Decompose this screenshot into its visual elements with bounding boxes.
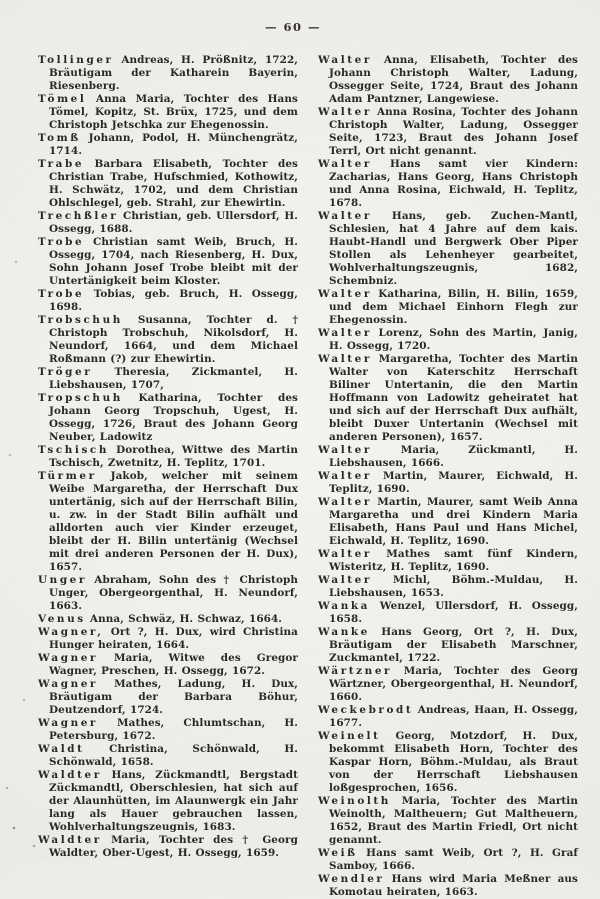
entry-surname: Wagner xyxy=(38,717,99,729)
register-entry xyxy=(318,54,578,106)
entry-surname: Wagner, xyxy=(38,626,104,638)
entry-text: Jakob, welcher mit seinem Weibe Margaretha, der Herrschaft Dux untertänig, sich auf der Herrschaft Bilin, u. zw. in der Stadt Bilin aufhält und alldorten auch vier Kinder erzeuget, bleibt der H. Bilin untertänig (Wechsel mit drei anderen Personen der H. Dux), 1657. xyxy=(49,470,299,573)
right-column xyxy=(318,54,578,899)
entry-text: Mathes samt fünf Kindern, Wisteritz, H. Teplitz, 1690. xyxy=(329,548,579,573)
page-number: — 60 — xyxy=(264,20,321,34)
entry-text: Christian, geb. Ullersdorf, H. Ossegg, 1688. xyxy=(49,210,299,235)
register-entry xyxy=(318,288,578,327)
entry-surname: Wanke xyxy=(318,626,370,638)
register-entry xyxy=(318,847,578,873)
register-entry xyxy=(318,106,578,158)
entry-text: Hans, geb. Zuchen-Mantl, Schlesien, hat 4 Jahre auf dem kais. Haubt-Handl und Bergwerk Ober Piper Stollen als Lehenheyer gearbeitet, Wohlverhaltungszeugnis, 1682, Schembniz. xyxy=(329,210,579,287)
entry-text: Katharina, Bilin, H. Bilin, 1659, und dem Michael Einhorn Flegh zur Ehegenossin. xyxy=(329,288,579,326)
entry-text: Dorothea, Wittwe des Martin Tschisch, Zwetnitz, H. Teplitz, 1701. xyxy=(49,444,298,469)
register-entry xyxy=(318,795,578,847)
register-entry xyxy=(38,93,298,132)
entry-text: Margaretha, Tochter des Martin Walter von Katerschitz Herrschaft Biliner Untertanin, die den Martin Hoffmann von Ladowitz geheiratet hat und sich auf der Herrschaft Dux aufhält, bleibt Duxer Untertanin (Wechsel mit anderen Personen), 1657. xyxy=(329,353,579,443)
register-entry xyxy=(38,444,298,470)
entry-surname: Trobe xyxy=(38,236,85,248)
register-entry xyxy=(318,548,578,574)
entry-text: Martin, Maurer, samt Weib Anna Margaretha und drei Kindern Maria Elisabeth, Hans Paul und Hans Michel, Eichwald, H. Teplitz, 1690. xyxy=(329,496,578,547)
register-entry xyxy=(38,366,298,392)
entry-surname: Weinelt xyxy=(318,730,381,742)
entry-text: Ort ?, H. Dux, wird Christina Hunger heiraten, 1664. xyxy=(49,626,299,651)
register-entry xyxy=(318,327,578,353)
register-entry xyxy=(38,470,298,574)
register-entry xyxy=(38,678,298,717)
register-entry xyxy=(38,132,298,158)
entry-text: Theresia, Zickmantel, H. Liebshausen, 1707, xyxy=(49,366,299,391)
entry-text: Barbara Elisabeth, Tochter des Christian Trabe, Hufschmied, Kothowitz, H. Schwätz, 1702, und dem Christian Ohlschlegel, geb. Strahl, zur Ehewirtin. xyxy=(49,158,298,209)
entry-surname: Tropschuh xyxy=(38,392,123,404)
register-entry xyxy=(38,392,298,444)
register-entry xyxy=(38,314,298,366)
entry-surname: Unger xyxy=(38,574,87,586)
entry-text: Wenzel, Ullersdorf, H. Ossegg, 1658. xyxy=(329,600,579,625)
register-entry xyxy=(318,626,578,665)
entry-surname: Weinolth xyxy=(318,795,391,807)
entry-text: Hans wird Maria Meßner aus Komotau heiraten, 1663. xyxy=(329,873,579,898)
entry-surname: Walter xyxy=(318,353,372,365)
entry-surname: Walter xyxy=(318,327,372,339)
entry-surname: Türmer xyxy=(38,470,97,482)
entry-text: Hans samt vier Kindern: Zacharias, Hans Georg, Hans Christoph und Anna Rosina, Eichwald, H. Teplitz, 1678. xyxy=(329,158,579,209)
entry-surname: Walter xyxy=(318,158,372,170)
entry-text: Georg, Motzdorf, H. Dux, bekommt Elisabeth Horn, Tochter des Kaspar Horn, Böhm.-Muldau, als Braut von der Herrschaft Liebshausen loßgesprochen, 1656. xyxy=(329,730,579,794)
register-entry xyxy=(38,626,298,652)
register-entry xyxy=(38,769,298,834)
entry-text: Maria, Tochter des Georg Wärtzner, Obergeorgenthal, H. Neundorf, 1660. xyxy=(329,665,579,703)
register-entry xyxy=(38,574,298,613)
entry-surname: Walter xyxy=(318,210,372,222)
entry-surname: Tröger xyxy=(38,366,93,378)
entry-surname: Weiß xyxy=(318,847,358,859)
entry-surname: Trobe xyxy=(38,288,85,300)
entry-surname: Tollinger xyxy=(38,54,114,66)
register-entry xyxy=(38,717,298,743)
entry-surname: Waldt xyxy=(38,743,85,755)
entry-surname: Weckebrodt xyxy=(318,704,414,716)
entry-text: Andreas, H. Prößnitz, 1722, Bräutigam der Katharein Bayerin, Riesenberg. xyxy=(49,54,299,92)
register-entry xyxy=(38,210,298,236)
entry-text: Katharina, Tochter des Johann Georg Tropschuh, Ugest, H. Ossegg, 1726, Braut des Johann Georg Neuber, Ladowitz xyxy=(49,392,298,443)
entry-surname: Walter xyxy=(318,496,372,508)
register-entry xyxy=(38,652,298,678)
entry-text: Hans, Zückmandtl, Bergstadt Zückmandtl, Oberschlesien, hat sich auf der Alaunhütten, im Alaunwergk ein Jahr lang als Hauer gebrauchen lassen, Wohlverhaltungszeugnis, 1683. xyxy=(49,769,298,833)
entry-text: Abraham, Sohn des † Christoph Unger, Obergeorgenthal, H. Neundorf, 1663. xyxy=(49,574,298,612)
entry-text: Susanna, Tochter d. † Christoph Trobschuh, Nikolsdorf, H. Neundorf, 1664, und dem Michael Roßmann (?) zur Ehewirtin. xyxy=(49,314,299,365)
register-entry xyxy=(318,574,578,600)
entry-text: Mathes, Ladung, H. Dux, Bräutigam der Barbara Böhur, Deutzendorf, 1724. xyxy=(49,678,299,716)
register-entry xyxy=(38,834,298,860)
entry-surname: Trobschuh xyxy=(38,314,123,326)
entry-surname: Wendler xyxy=(318,873,385,885)
register-entry xyxy=(38,158,298,210)
register-entry xyxy=(318,158,578,210)
entry-text: Anna Maria, Tochter des Hans Tömel, Kopitz, St. Brüx, 1725, und dem Christoph Jetschka zur Ehegenossin. xyxy=(49,93,298,131)
entry-surname: Trechßler xyxy=(38,210,119,222)
entry-text: Maria, Witwe des Gregor Wagner, Preschen, H. Ossegg, 1672. xyxy=(49,652,299,677)
register-entry xyxy=(318,704,578,730)
register-entry xyxy=(318,665,578,704)
entry-surname: Waldter xyxy=(38,834,102,846)
entry-surname: Wagner xyxy=(38,652,99,664)
register-entry xyxy=(38,288,298,314)
register-entry xyxy=(318,873,578,899)
register-entry xyxy=(38,236,298,288)
entry-surname: Tömel xyxy=(38,93,87,105)
register-entry xyxy=(318,496,578,548)
register-entry xyxy=(318,353,578,444)
entry-text: Anna, Schwäz, H. Schwaz, 1664. xyxy=(89,613,283,625)
entry-surname: Waldter xyxy=(38,769,102,781)
entry-text: Maria, Tochter des Martin Weinolth, Maltheuern; Gut Maltheuern, 1652, Braut des Martin Friedl, Ort nicht genannt. xyxy=(329,795,578,846)
register-entry xyxy=(38,54,298,93)
left-column xyxy=(38,54,298,899)
entry-surname: Walter xyxy=(318,106,372,118)
entry-surname: Tschisch xyxy=(38,444,109,456)
entry-surname: Walter xyxy=(318,288,372,300)
entry-surname: Wärtzner xyxy=(318,665,393,677)
register-entry xyxy=(38,743,298,769)
entry-surname: Tomß xyxy=(38,132,81,144)
register-entry xyxy=(318,444,578,470)
two-column-text-block xyxy=(38,54,578,899)
entry-text: Hans Georg, Ort ?, H. Dux, Bräutigam der Elisabeth Marschner, Zuckmantel, 1722. xyxy=(329,626,579,664)
entry-surname: Walter xyxy=(318,54,372,66)
entry-surname: Trabe xyxy=(38,158,85,170)
entry-surname: Walter xyxy=(318,444,372,456)
entry-text: Hans samt Weib, Ort ?, H. Graf Samboy, 1666. xyxy=(329,847,578,872)
entry-text: Martin, Maurer, Eichwald, H. Teplitz, 1690. xyxy=(329,470,578,495)
register-entry xyxy=(318,210,578,288)
entry-surname: Wanka xyxy=(318,600,370,612)
entry-text: Anna Rosina, Tochter des Johann Christoph Walter, Ladung, Ossegger Seite, 1723, Braut des Johann Josef Terrl, Ort nicht genannt. xyxy=(329,106,578,157)
entry-surname: Wagner xyxy=(38,678,99,690)
entry-text: Maria, Tochter des † Georg Waldter, Ober-Ugest, H. Ossegg, 1659. xyxy=(49,834,298,859)
entry-text: Andreas, Haan, H. Ossegg, 1677. xyxy=(329,704,578,729)
entry-surname: Walter xyxy=(318,574,372,586)
register-entry xyxy=(38,613,298,626)
entry-text: Tobias, geb. Bruch, H. Ossegg, 1698. xyxy=(49,288,298,313)
entry-surname: Walter xyxy=(318,548,372,560)
entry-text: Mathes, Chlumtschan, H. Petersburg, 1672. xyxy=(49,717,298,742)
entry-text: Christina, Schönwald, H. Schönwald, 1658. xyxy=(49,743,298,768)
entry-text: Johann, Podol, H. Münchengrätz, 1714. xyxy=(49,132,299,157)
register-entry xyxy=(318,730,578,795)
entry-text: Christian samt Weib, Bruch, H. Ossegg, 1704, nach Riesenberg, H. Dux, Sohn Johann Josef Trobe bleibt mit der Untertänigkeit beim Kloster. xyxy=(49,236,299,287)
entry-text: Lorenz, Sohn des Martin, Janig, H. Ossegg, 1720. xyxy=(329,327,578,352)
entry-surname: Walter xyxy=(318,470,372,482)
entry-text: Anna, Elisabeth, Tochter des Johann Christoph Walter, Ladung, Ossegger Seite, 1724, Braut des Johann Adam Pantzner, Langewiese. xyxy=(329,54,578,105)
entry-text: Maria, Zückmantl, H. Liebshausen, 1666. xyxy=(329,444,578,469)
entry-surname: Venus xyxy=(38,613,86,625)
register-entry xyxy=(318,470,578,496)
entry-text: Michl, Böhm.-Muldau, H. Liebshausen, 1653. xyxy=(329,574,579,599)
register-entry xyxy=(318,600,578,626)
